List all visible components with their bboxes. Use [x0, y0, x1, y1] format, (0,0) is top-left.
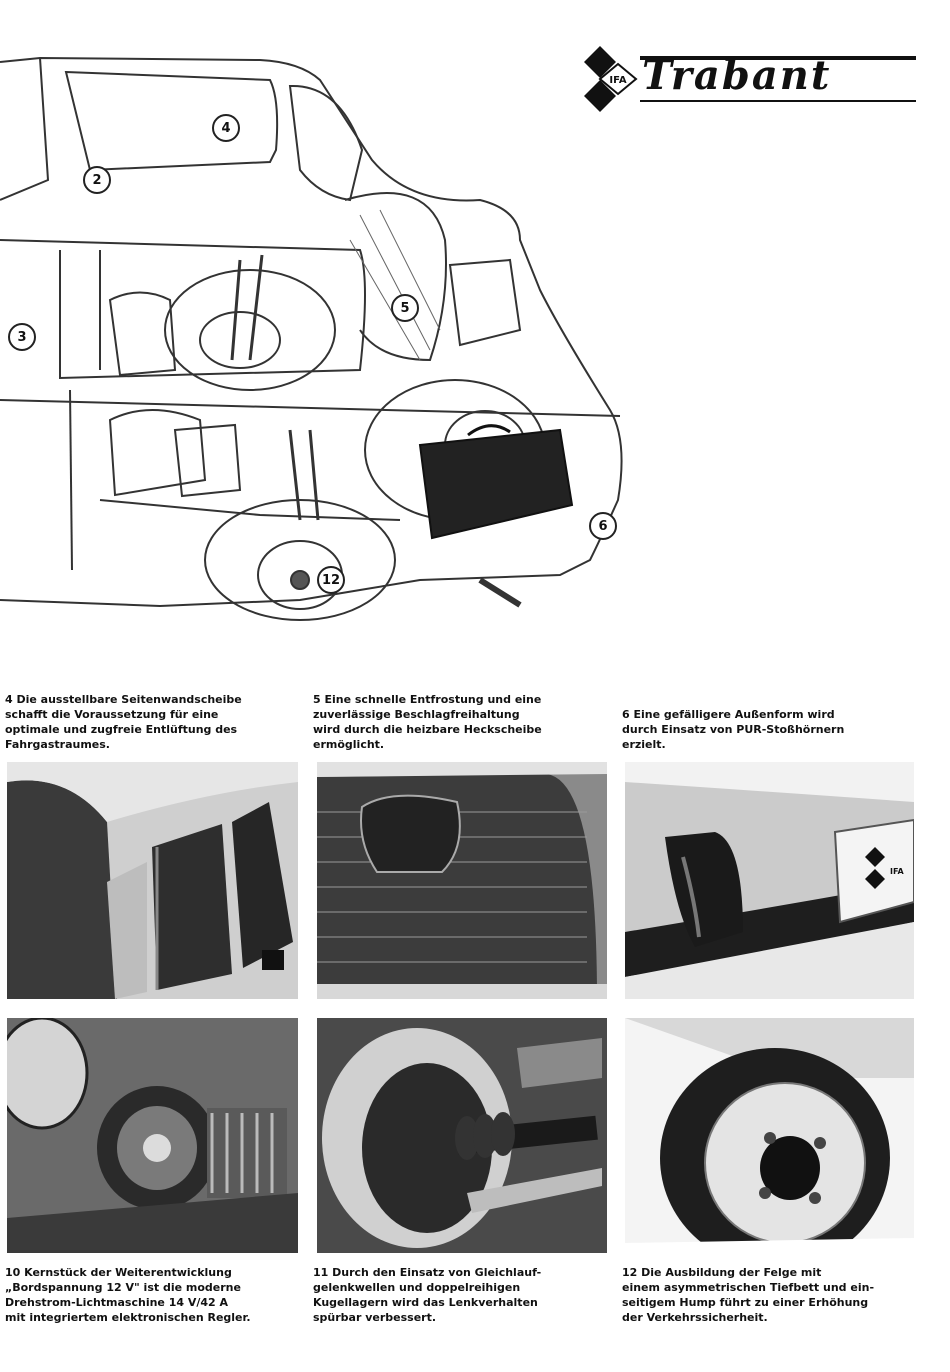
photo-side-window: [7, 762, 298, 999]
caption-11: 11 Durch den Einsatz von Gleichlauf- gelenkwellen und doppelreihigen Kugellagern wird das Lenkverhalten spürbar verbessert.: [313, 1266, 542, 1324]
caption-12: 12 Die Ausbildung der Felge mit einem asymmetrischen Tiefbett und ein- seitigem Hump führt zu einer Erhöhung der Verkehrssicherheit.: [622, 1266, 875, 1324]
callout-12: 12: [317, 566, 345, 594]
callout-6: 6: [589, 512, 617, 540]
caption-6: 6 Eine gefälligere Außenform wird durch Einsatz von PUR-Stoßhörnern erzielt.: [622, 708, 845, 751]
callout-2: 2: [83, 166, 111, 194]
photo-wheel-rim: [625, 1018, 914, 1253]
ifa-badge-text: IFA: [609, 75, 627, 86]
callout-5: 5: [391, 294, 419, 322]
callout-4: 4: [212, 114, 240, 142]
caption-10: 10 Kernstück der Weiterentwicklung „Bordspannung 12 V" ist die moderne Drehstrom-Lichtmaschine 14 V/42 A mit integriertem elektronischen Regler.: [5, 1266, 251, 1324]
photo-heated-rear-window: [317, 762, 607, 999]
trabant-wordmark: Trabant: [642, 52, 832, 99]
callout-3: 3: [8, 323, 36, 351]
car-cutaway-illustration: [0, 0, 640, 640]
photo-cv-joint-shaft: [317, 1018, 607, 1253]
photo-alternator: [7, 1018, 298, 1253]
caption-5: 5 Eine schnelle Entfrostung und eine zuverlässige Beschlagfreihaltung wird durch die heizbare Heckscheibe ermöglicht.: [313, 693, 542, 751]
photo-bumper-horn: [625, 762, 914, 999]
photo-ifa-badge: IFA: [890, 867, 904, 876]
caption-4: 4 Die ausstellbare Seitenwandscheibe schafft die Voraussetzung für eine optimale und zugfreie Entlüftung des Fahrgastraumes.: [5, 693, 242, 751]
